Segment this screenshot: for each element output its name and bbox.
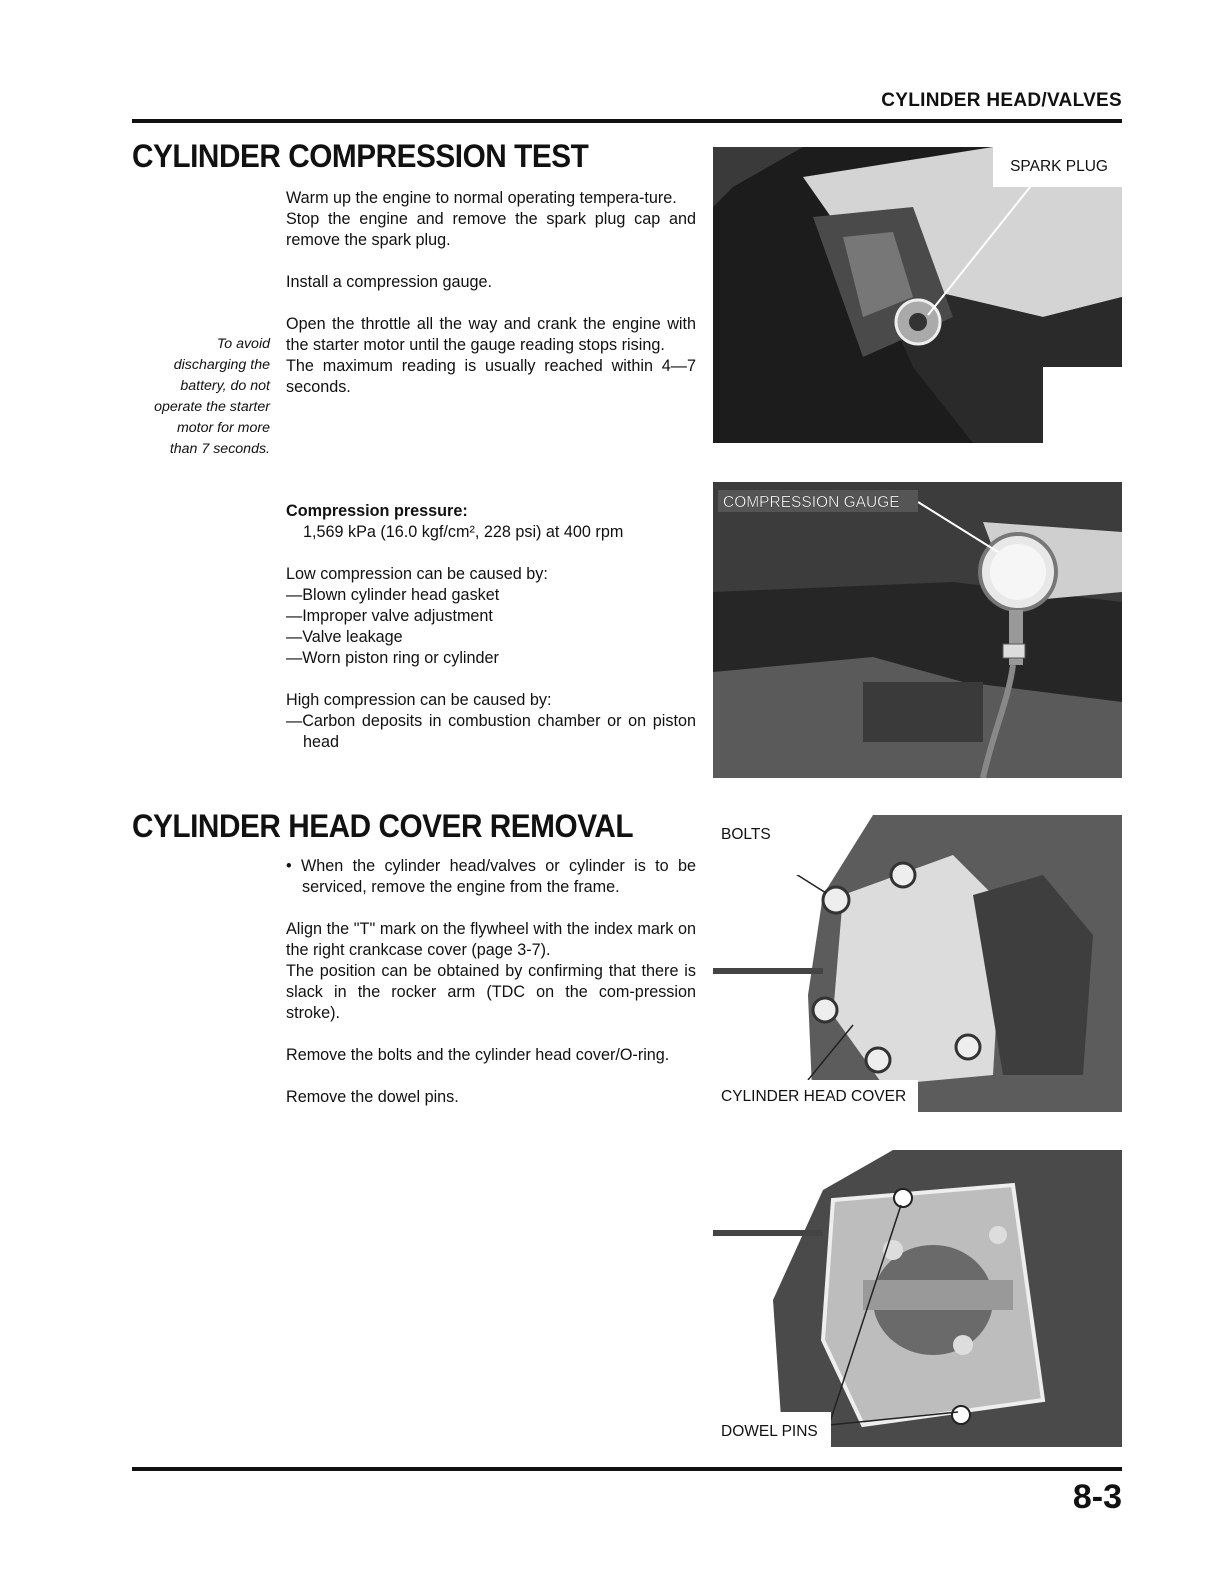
- list-item: —Valve leakage: [286, 628, 403, 646]
- cover-removal-body: [286, 856, 696, 1108]
- side-note-line: To avoid: [216, 336, 270, 352]
- compression-test-body: [286, 188, 696, 398]
- paragraph: Open the throttle all the way and crank the engine with the starter motor until the gauge reading stops rising.: [286, 315, 696, 354]
- cylinder-head-cover-photo: [713, 815, 1122, 1112]
- paragraph: The maximum reading is usually reached within 4—7 seconds.: [286, 357, 696, 396]
- side-note-line: than 7 seconds.: [169, 441, 270, 457]
- list-item: —Improper valve adjustment: [286, 607, 493, 625]
- compression-test-title: CYLINDER COMPRESSION TEST: [132, 138, 589, 174]
- list-item: —Worn piston ring or cylinder: [286, 649, 499, 667]
- dowel-pins-photo: [713, 1150, 1122, 1447]
- side-note-line: battery, do not: [180, 378, 270, 394]
- side-note-line: discharging the: [173, 357, 270, 373]
- spec-value: 1,569 kPa (16.0 kgf/cm², 228 psi) at 400 rpm: [303, 523, 624, 541]
- paragraph: Install a compression gauge.: [286, 273, 493, 291]
- top-rule: [132, 119, 1122, 123]
- low-compression-intro: Low compression can be caused by:: [286, 565, 548, 583]
- paragraph: Stop the engine and remove the spark plug cap and remove the spark plug.: [286, 210, 696, 249]
- dowel-pins-label: DOWEL PINS: [721, 1423, 818, 1440]
- compression-gauge-photo: [713, 482, 1122, 778]
- compression-spec-block: [286, 501, 696, 753]
- bottom-rule: [132, 1467, 1122, 1471]
- paragraph: The position can be obtained by confirming that there is slack in the rocker arm (TDC on the com-pression stroke).: [286, 962, 696, 1022]
- spec-label: Compression pressure:: [286, 502, 468, 520]
- bullet-note: • When the cylinder head/valves or cylinder is to be serviced, remove the engine from the frame.: [286, 857, 696, 896]
- paragraph: Align the "T" mark on the flywheel with the index mark on the right crankcase cover (page 3-7).: [286, 920, 696, 959]
- bolts-label: BOLTS: [721, 826, 771, 843]
- side-note: [132, 334, 270, 460]
- paragraph: Remove the dowel pins.: [286, 1088, 459, 1106]
- list-item: —Blown cylinder head gasket: [286, 586, 500, 604]
- paragraph: Remove the bolts and the cylinder head cover/O-ring.: [286, 1046, 670, 1064]
- side-note-line: operate the starter: [154, 399, 270, 415]
- list-item: —Carbon deposits in combustion chamber or on piston head: [286, 712, 696, 751]
- spark-plug-photo: [713, 147, 1122, 443]
- cover-removal-title: CYLINDER HEAD COVER REMOVAL: [132, 808, 634, 844]
- compression-gauge-label: COMPRESSION GAUGE: [723, 494, 900, 511]
- section-header: CYLINDER HEAD/VALVES: [881, 90, 1122, 111]
- page-number: 8-3: [1072, 1478, 1122, 1516]
- high-compression-intro: High compression can be caused by:: [286, 691, 552, 709]
- side-note-line: motor for more: [176, 420, 270, 436]
- cylinder-head-cover-label: CYLINDER HEAD COVER: [721, 1088, 907, 1105]
- spark-plug-label: SPARK PLUG: [1010, 158, 1108, 175]
- paragraph: Warm up the engine to normal operating tempera-ture.: [286, 189, 677, 207]
